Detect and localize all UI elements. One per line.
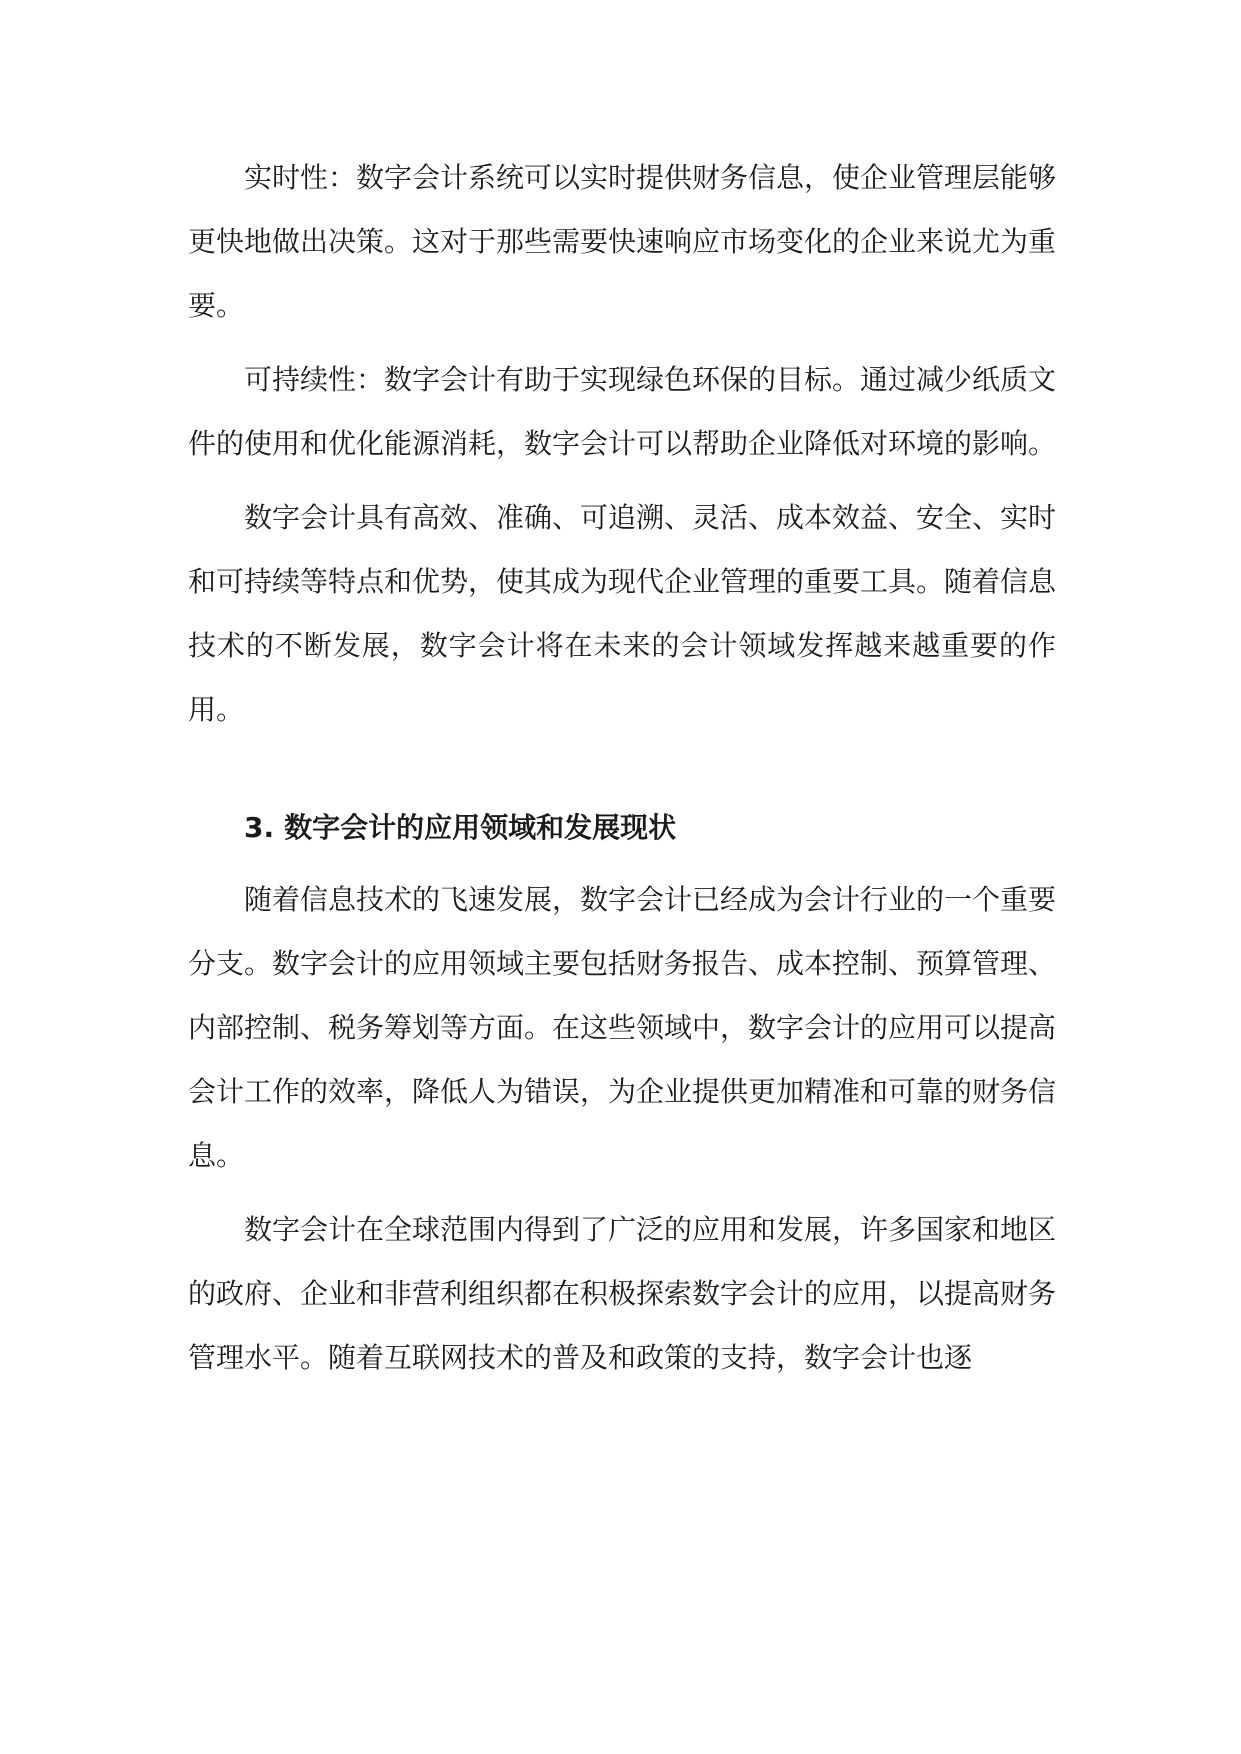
paragraph-global-development: 数字会计在全球范围内得到了广泛的应用和发展，许多国家和地区的政府、企业和非营利组织都在积极探索数字会计的应用，以提高财务管理水平。随着互联网技术的普及和政策的支持，数字会计也逐 (188, 1213, 1057, 1374)
section-number: 3. (244, 811, 275, 844)
section-heading (188, 796, 1056, 860)
paragraph-real-time: 实时性：数字会计系统可以实时提供财务信息，使企业管理层能够更快地做出决策。这对于那些需要快速响应市场变化的企业来说尤为重要。 (188, 161, 1057, 322)
paragraph-summary: 数字会计具有高效、准确、可追溯、灵活、成本效益、安全、实时和可持续等特点和优势，使其成为现代企业管理的重要工具。随着信息技术的不断发展，数字会计将在未来的会计领域发挥越来越重要的作用。 (188, 501, 1057, 726)
section-title: 数字会计的应用领域和发展现状 (284, 811, 677, 844)
paragraph-sustainability: 可持续性：数字会计有助于实现绿色环保的目标。通过减少纸质文件的使用和优化能源消耗，数字会计可以帮助企业降低对环境的影响。 (188, 363, 1057, 460)
paragraph-application-fields: 随着信息技术的飞速发展，数字会计已经成为会计行业的一个重要分支。数字会计的应用领域主要包括财务报告、成本控制、预算管理、内部控制、税务筹划等方面。在这些领域中，数字会计的应用可以提高会计工作的效率，降低人为错误，为企业提供更加精准和可靠的财务信息。 (188, 883, 1057, 1172)
document-body (188, 146, 1056, 1400)
